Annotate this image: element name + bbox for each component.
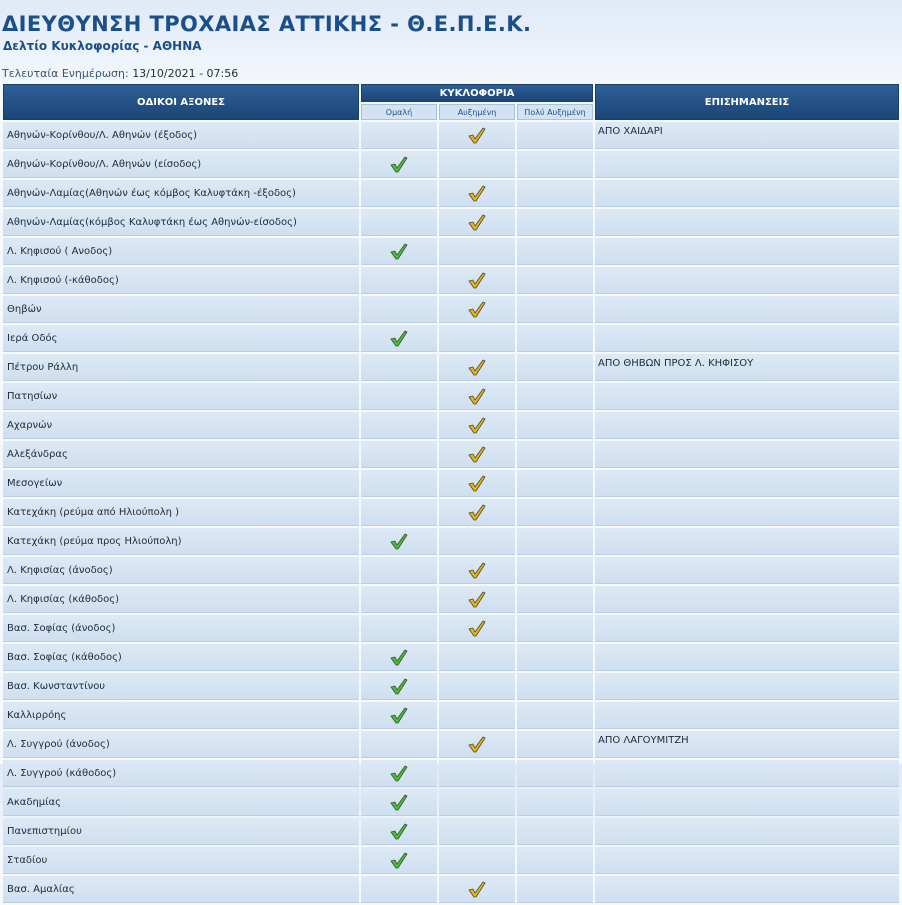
traffic-cell-increased [439, 151, 515, 178]
table-row [3, 238, 899, 265]
traffic-cell-very [517, 412, 593, 439]
traffic-cell-normal [361, 876, 437, 903]
yellow-check-icon [467, 184, 487, 202]
traffic-cell-increased [439, 470, 515, 497]
traffic-cell-normal [361, 325, 437, 352]
traffic-cell-increased [439, 818, 515, 845]
green-check-icon [389, 851, 409, 869]
header-roads: ΟΔΙΚΟΙ ΑΞΟΝΕΣ [3, 84, 359, 120]
road-name: Βασ. Σοφίας (κάθοδος) [3, 644, 359, 671]
road-name: Λ. Κηφισού (-κάθοδος) [3, 267, 359, 294]
yellow-check-icon [467, 590, 487, 608]
yellow-check-icon [467, 213, 487, 231]
traffic-cell-very [517, 325, 593, 352]
traffic-cell-normal [361, 296, 437, 323]
road-note [595, 151, 899, 178]
yellow-check-icon [467, 503, 487, 521]
table-row [3, 325, 899, 352]
yellow-check-icon [467, 271, 487, 289]
table-row [3, 847, 899, 874]
road-name: Λ. Κηφισίας (άνοδος) [3, 557, 359, 584]
road-name: Αλεξάνδρας [3, 441, 359, 468]
subheader-increased: Αυξημένη [439, 104, 515, 120]
traffic-cell-increased [439, 180, 515, 207]
traffic-cell-normal [361, 847, 437, 874]
traffic-cell-very [517, 528, 593, 555]
road-name: Κατεχάκη (ρεύμα από Ηλιούπολη ) [3, 499, 359, 526]
page-title: ΔΙΕΥΘΥΝΣΗ ΤΡΟΧΑΙΑΣ ΑΤΤΙΚΗΣ - Θ.Ε.Π.Ε.Κ. [2, 12, 532, 36]
yellow-check-icon [467, 735, 487, 753]
yellow-check-icon [467, 880, 487, 898]
green-check-icon [389, 329, 409, 347]
road-name: Λ. Κηφισίας (κάθοδος) [3, 586, 359, 613]
table-row [3, 760, 899, 787]
subheader-normal: Ομαλή [361, 104, 437, 120]
road-note [595, 441, 899, 468]
traffic-cell-very [517, 731, 593, 758]
subheader-very-increased: Πολύ Αυξημένη [517, 104, 593, 120]
traffic-cell-increased [439, 441, 515, 468]
traffic-cell-normal [361, 122, 437, 149]
table-row [3, 296, 899, 323]
green-check-icon [389, 822, 409, 840]
road-note [595, 383, 899, 410]
traffic-cell-very [517, 760, 593, 787]
road-name: Ακαδημίας [3, 789, 359, 816]
road-note [595, 180, 899, 207]
road-name: Πέτρου Ράλλη [3, 354, 359, 381]
traffic-cell-normal [361, 209, 437, 236]
yellow-check-icon [467, 416, 487, 434]
traffic-cell-normal [361, 499, 437, 526]
traffic-cell-normal [361, 441, 437, 468]
traffic-cell-very [517, 441, 593, 468]
traffic-cell-normal [361, 557, 437, 584]
table-body [3, 122, 899, 903]
road-name: Αθηνών-Λαμίας(Αθηνών έως κόμβος Καλυφτάκη -έξοδος) [3, 180, 359, 207]
road-name: Θηβών [3, 296, 359, 323]
road-name: Μεσογείων [3, 470, 359, 497]
road-note: ΑΠΟ ΧΑΙΔΑΡΙ [595, 122, 899, 149]
traffic-cell-very [517, 151, 593, 178]
traffic-cell-normal [361, 354, 437, 381]
table-row [3, 731, 899, 758]
last-update-value: 13/10/2021 - 07:56 [132, 67, 239, 80]
table-row [3, 354, 899, 381]
table-row [3, 470, 899, 497]
road-note [595, 760, 899, 787]
green-check-icon [389, 648, 409, 666]
traffic-cell-increased [439, 383, 515, 410]
road-name: Βασ. Αμαλίας [3, 876, 359, 903]
traffic-cell-very [517, 586, 593, 613]
table-row [3, 586, 899, 613]
table-row [3, 383, 899, 410]
table-row [3, 267, 899, 294]
traffic-cell-normal [361, 383, 437, 410]
green-check-icon [389, 242, 409, 260]
traffic-cell-very [517, 209, 593, 236]
road-name: Πανεπιστημίου [3, 818, 359, 845]
table-row [3, 122, 899, 149]
yellow-check-icon [467, 474, 487, 492]
table-row [3, 180, 899, 207]
traffic-cell-normal [361, 789, 437, 816]
road-name: Κατεχάκη (ρεύμα προς Ηλιούπολη) [3, 528, 359, 555]
road-name: Σταδίου [3, 847, 359, 874]
traffic-cell-very [517, 180, 593, 207]
road-name: Αχαρνών [3, 412, 359, 439]
road-note [595, 412, 899, 439]
traffic-cell-very [517, 673, 593, 700]
road-note [595, 528, 899, 555]
header-traffic: ΚΥΚΛΟΦΟΡΙΑ [361, 84, 593, 102]
green-check-icon [389, 706, 409, 724]
yellow-check-icon [467, 126, 487, 144]
road-name: Ιερά Οδός [3, 325, 359, 352]
green-check-icon [389, 155, 409, 173]
traffic-cell-increased [439, 296, 515, 323]
traffic-cell-increased [439, 209, 515, 236]
traffic-cell-normal [361, 267, 437, 294]
road-note [595, 470, 899, 497]
table-row [3, 209, 899, 236]
road-name: Λ. Συγγρού (άνοδος) [3, 731, 359, 758]
road-name: Πατησίων [3, 383, 359, 410]
traffic-cell-normal [361, 760, 437, 787]
traffic-cell-very [517, 238, 593, 265]
traffic-cell-very [517, 702, 593, 729]
road-note [595, 325, 899, 352]
table-row [3, 673, 899, 700]
road-note [595, 789, 899, 816]
traffic-cell-normal [361, 151, 437, 178]
green-check-icon [389, 677, 409, 695]
yellow-check-icon [467, 445, 487, 463]
traffic-cell-increased [439, 557, 515, 584]
road-note [595, 209, 899, 236]
traffic-cell-increased [439, 731, 515, 758]
green-check-icon [389, 793, 409, 811]
road-note [595, 847, 899, 874]
road-name: Βασ. Κωνσταντίνου [3, 673, 359, 700]
road-note [595, 644, 899, 671]
road-name: Αθηνών-Κορίνθου/Λ. Αθηνών (είσοδος) [3, 151, 359, 178]
table-row [3, 412, 899, 439]
traffic-cell-very [517, 644, 593, 671]
traffic-cell-increased [439, 354, 515, 381]
traffic-cell-increased [439, 238, 515, 265]
traffic-cell-very [517, 615, 593, 642]
road-note [595, 673, 899, 700]
traffic-cell-increased [439, 325, 515, 352]
table-row [3, 151, 899, 178]
road-note [595, 586, 899, 613]
traffic-cell-increased [439, 267, 515, 294]
road-note [595, 267, 899, 294]
traffic-cell-increased [439, 412, 515, 439]
traffic-cell-normal [361, 818, 437, 845]
traffic-cell-very [517, 499, 593, 526]
page-header [0, 0, 902, 84]
traffic-cell-very [517, 789, 593, 816]
traffic-cell-very [517, 296, 593, 323]
traffic-cell-normal [361, 702, 437, 729]
traffic-cell-very [517, 818, 593, 845]
header-notes: ΕΠΙΣΗΜΑΝΣΕΙΣ [595, 84, 899, 120]
traffic-table [1, 82, 901, 905]
traffic-cell-very [517, 383, 593, 410]
traffic-cell-very [517, 122, 593, 149]
table-row [3, 615, 899, 642]
table-row [3, 499, 899, 526]
road-note [595, 499, 899, 526]
traffic-cell-increased [439, 586, 515, 613]
table-row [3, 441, 899, 468]
yellow-check-icon [467, 387, 487, 405]
traffic-cell-increased [439, 702, 515, 729]
traffic-cell-increased [439, 789, 515, 816]
road-note: ΑΠΟ ΘΗΒΩΝ ΠΡΟΣ Λ. ΚΗΦΙΣΟΥ [595, 354, 899, 381]
road-note [595, 238, 899, 265]
table-row [3, 528, 899, 555]
road-note [595, 615, 899, 642]
road-name: Λ. Κηφισού ( Ανοδος) [3, 238, 359, 265]
traffic-cell-normal [361, 673, 437, 700]
road-note [595, 818, 899, 845]
page-subtitle: Δελτίο Κυκλοφορίας - ΑΘΗΝΑ [3, 39, 202, 53]
traffic-cell-normal [361, 731, 437, 758]
road-name: Βασ. Σοφίας (άνοδος) [3, 615, 359, 642]
traffic-cell-very [517, 876, 593, 903]
road-name: Καλλιρρόης [3, 702, 359, 729]
road-note [595, 702, 899, 729]
traffic-cell-increased [439, 644, 515, 671]
table-row [3, 557, 899, 584]
last-update [2, 67, 238, 80]
traffic-cell-normal [361, 180, 437, 207]
traffic-cell-increased [439, 122, 515, 149]
traffic-cell-normal [361, 238, 437, 265]
road-name: Λ. Συγγρού (κάθοδος) [3, 760, 359, 787]
road-note: ΑΠΟ ΛΑΓΟΥΜΙΤΖΗ [595, 731, 899, 758]
traffic-cell-normal [361, 644, 437, 671]
table-row [3, 876, 899, 903]
green-check-icon [389, 532, 409, 550]
table-row [3, 818, 899, 845]
yellow-check-icon [467, 358, 487, 376]
road-note [595, 296, 899, 323]
traffic-cell-very [517, 847, 593, 874]
road-note [595, 557, 899, 584]
yellow-check-icon [467, 300, 487, 318]
traffic-cell-normal [361, 615, 437, 642]
traffic-cell-very [517, 470, 593, 497]
traffic-cell-increased [439, 847, 515, 874]
table-row [3, 789, 899, 816]
table-row [3, 644, 899, 671]
traffic-cell-normal [361, 470, 437, 497]
traffic-cell-increased [439, 760, 515, 787]
last-update-label: Τελευταία Ενημέρωση: [2, 67, 129, 80]
traffic-cell-increased [439, 876, 515, 903]
traffic-cell-increased [439, 528, 515, 555]
road-name: Αθηνών-Κορίνθου/Λ. Αθηνών (έξοδος) [3, 122, 359, 149]
traffic-cell-increased [439, 499, 515, 526]
traffic-cell-normal [361, 412, 437, 439]
traffic-cell-very [517, 354, 593, 381]
traffic-cell-normal [361, 528, 437, 555]
traffic-cell-normal [361, 586, 437, 613]
traffic-cell-very [517, 557, 593, 584]
traffic-cell-increased [439, 673, 515, 700]
road-note [595, 876, 899, 903]
road-name: Αθηνών-Λαμίας(κόμβος Καλυφτάκη έως Αθηνών-είσοδος) [3, 209, 359, 236]
yellow-check-icon [467, 561, 487, 579]
green-check-icon [389, 764, 409, 782]
traffic-cell-very [517, 267, 593, 294]
traffic-cell-increased [439, 615, 515, 642]
yellow-check-icon [467, 619, 487, 637]
table-row [3, 702, 899, 729]
